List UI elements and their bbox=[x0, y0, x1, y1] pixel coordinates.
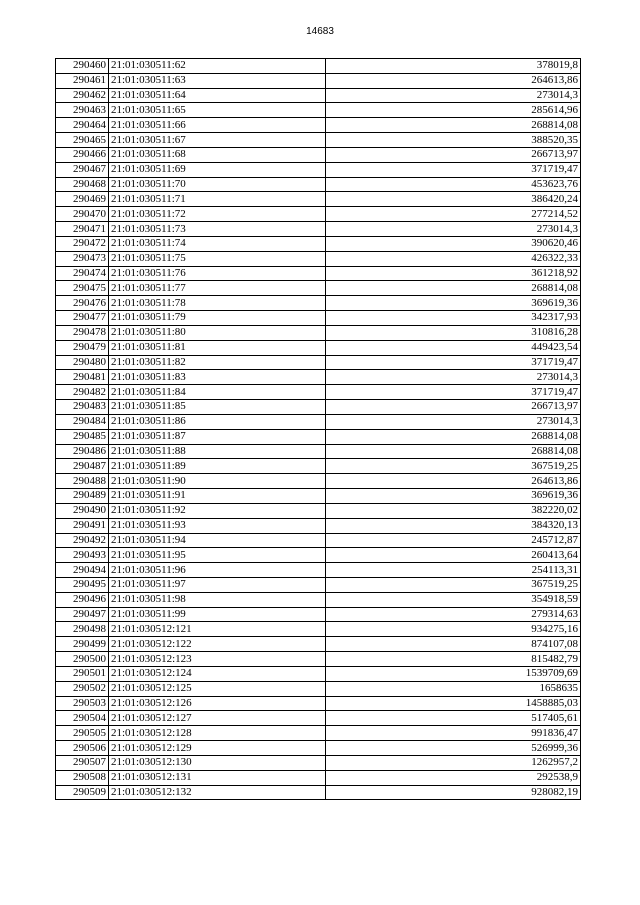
table-row bbox=[56, 147, 581, 162]
row-number-cell: 290479 bbox=[56, 340, 109, 355]
row-number-cell: 290491 bbox=[56, 518, 109, 533]
cadastral-number-cell: 21:01:030512:121 bbox=[109, 622, 326, 637]
cadastral-number-cell: 21:01:030511:86 bbox=[109, 414, 326, 429]
row-number-cell: 290460 bbox=[56, 59, 109, 74]
cadastral-value-cell: 369619,36 bbox=[326, 489, 581, 504]
row-number-cell: 290505 bbox=[56, 726, 109, 741]
table-row bbox=[56, 281, 581, 296]
row-number-cell: 290503 bbox=[56, 696, 109, 711]
cadastral-value-cell: 264613,86 bbox=[326, 474, 581, 489]
cadastral-value-cell: 1658635 bbox=[326, 681, 581, 696]
cadastral-value-cell: 268814,08 bbox=[326, 118, 581, 133]
cadastral-number-cell: 21:01:030511:97 bbox=[109, 577, 326, 592]
cadastral-number-cell: 21:01:030511:83 bbox=[109, 370, 326, 385]
cadastral-number-cell: 21:01:030511:72 bbox=[109, 207, 326, 222]
cadastral-value-cell: 342317,93 bbox=[326, 311, 581, 326]
cadastral-value-cell: 991836,47 bbox=[326, 726, 581, 741]
table-row bbox=[56, 711, 581, 726]
cadastral-number-cell: 21:01:030511:69 bbox=[109, 162, 326, 177]
cadastral-value-cell: 367519,25 bbox=[326, 459, 581, 474]
cadastral-value-cell: 268814,08 bbox=[326, 444, 581, 459]
row-number-cell: 290463 bbox=[56, 103, 109, 118]
row-number-cell: 290471 bbox=[56, 222, 109, 237]
row-number-cell: 290465 bbox=[56, 133, 109, 148]
row-number-cell: 290488 bbox=[56, 474, 109, 489]
table-row bbox=[56, 607, 581, 622]
cadastral-number-cell: 21:01:030512:124 bbox=[109, 666, 326, 681]
cadastral-value-cell: 426322,33 bbox=[326, 251, 581, 266]
table-row bbox=[56, 385, 581, 400]
cadastral-value-cell: 254113,31 bbox=[326, 563, 581, 578]
cadastral-value-cell: 382220,02 bbox=[326, 503, 581, 518]
cadastral-number-cell: 21:01:030512:132 bbox=[109, 785, 326, 800]
cadastral-number-cell: 21:01:030511:64 bbox=[109, 88, 326, 103]
table-row bbox=[56, 177, 581, 192]
cadastral-value-cell: 310816,28 bbox=[326, 325, 581, 340]
row-number-cell: 290500 bbox=[56, 652, 109, 667]
table-row bbox=[56, 577, 581, 592]
table-row bbox=[56, 755, 581, 770]
row-number-cell: 290483 bbox=[56, 400, 109, 415]
row-number-cell: 290507 bbox=[56, 755, 109, 770]
row-number-cell: 290475 bbox=[56, 281, 109, 296]
cadastral-number-cell: 21:01:030511:82 bbox=[109, 355, 326, 370]
cadastral-value-cell: 453623,76 bbox=[326, 177, 581, 192]
cadastral-number-cell: 21:01:030511:75 bbox=[109, 251, 326, 266]
table-row bbox=[56, 696, 581, 711]
cadastral-value-cell: 369619,36 bbox=[326, 296, 581, 311]
cadastral-number-cell: 21:01:030512:125 bbox=[109, 681, 326, 696]
table-row bbox=[56, 785, 581, 800]
cadastral-value-cell: 273014,3 bbox=[326, 88, 581, 103]
row-number-cell: 290498 bbox=[56, 622, 109, 637]
table-row bbox=[56, 355, 581, 370]
row-number-cell: 290478 bbox=[56, 325, 109, 340]
row-number-cell: 290508 bbox=[56, 770, 109, 785]
table-row bbox=[56, 207, 581, 222]
cadastral-value-cell: 815482,79 bbox=[326, 652, 581, 667]
cadastral-number-cell: 21:01:030511:77 bbox=[109, 281, 326, 296]
cadastral-value-cell: 260413,64 bbox=[326, 548, 581, 563]
table-row bbox=[56, 59, 581, 74]
cadastral-value-cell: 388520,35 bbox=[326, 133, 581, 148]
cadastral-number-cell: 21:01:030511:78 bbox=[109, 296, 326, 311]
cadastral-number-cell: 21:01:030511:65 bbox=[109, 103, 326, 118]
cadastral-number-cell: 21:01:030511:92 bbox=[109, 503, 326, 518]
cadastral-value-cell: 1539709,69 bbox=[326, 666, 581, 681]
row-number-cell: 290499 bbox=[56, 637, 109, 652]
cadastral-number-cell: 21:01:030511:70 bbox=[109, 177, 326, 192]
cadastral-number-cell: 21:01:030512:128 bbox=[109, 726, 326, 741]
cadastral-value-cell: 273014,3 bbox=[326, 370, 581, 385]
table-row bbox=[56, 563, 581, 578]
row-number-cell: 290493 bbox=[56, 548, 109, 563]
cadastral-value-cell: 273014,3 bbox=[326, 222, 581, 237]
cadastral-number-cell: 21:01:030512:131 bbox=[109, 770, 326, 785]
table-row bbox=[56, 133, 581, 148]
cadastral-number-cell: 21:01:030511:99 bbox=[109, 607, 326, 622]
table-row bbox=[56, 236, 581, 251]
row-number-cell: 290506 bbox=[56, 741, 109, 756]
row-number-cell: 290486 bbox=[56, 444, 109, 459]
cadastral-number-cell: 21:01:030511:98 bbox=[109, 592, 326, 607]
table-row bbox=[56, 370, 581, 385]
cadastral-number-cell: 21:01:030511:68 bbox=[109, 147, 326, 162]
cadastral-number-cell: 21:01:030511:79 bbox=[109, 311, 326, 326]
table-row bbox=[56, 311, 581, 326]
row-number-cell: 290462 bbox=[56, 88, 109, 103]
row-number-cell: 290474 bbox=[56, 266, 109, 281]
cadastral-value-cell: 934275,16 bbox=[326, 622, 581, 637]
cadastral-value-cell: 526999,36 bbox=[326, 741, 581, 756]
cadastral-number-cell: 21:01:030511:91 bbox=[109, 489, 326, 504]
cadastral-number-cell: 21:01:030511:89 bbox=[109, 459, 326, 474]
cadastral-number-cell: 21:01:030511:84 bbox=[109, 385, 326, 400]
table-row bbox=[56, 251, 581, 266]
row-number-cell: 290464 bbox=[56, 118, 109, 133]
table-row bbox=[56, 666, 581, 681]
row-number-cell: 290482 bbox=[56, 385, 109, 400]
row-number-cell: 290481 bbox=[56, 370, 109, 385]
row-number-cell: 290487 bbox=[56, 459, 109, 474]
cadastral-number-cell: 21:01:030511:80 bbox=[109, 325, 326, 340]
cadastral-value-cell: 268814,08 bbox=[326, 281, 581, 296]
cadastral-number-cell: 21:01:030511:85 bbox=[109, 400, 326, 415]
table-row bbox=[56, 741, 581, 756]
cadastral-number-cell: 21:01:030511:67 bbox=[109, 133, 326, 148]
row-number-cell: 290472 bbox=[56, 236, 109, 251]
table-row bbox=[56, 622, 581, 637]
row-number-cell: 290485 bbox=[56, 429, 109, 444]
cadastral-value-cell: 361218,92 bbox=[326, 266, 581, 281]
cadastral-number-cell: 21:01:030512:127 bbox=[109, 711, 326, 726]
table-row bbox=[56, 459, 581, 474]
cadastral-value-table bbox=[55, 58, 581, 800]
cadastral-number-cell: 21:01:030511:73 bbox=[109, 222, 326, 237]
table-row bbox=[56, 533, 581, 548]
row-number-cell: 290504 bbox=[56, 711, 109, 726]
cadastral-value-cell: 285614,96 bbox=[326, 103, 581, 118]
cadastral-value-cell: 279314,63 bbox=[326, 607, 581, 622]
cadastral-number-cell: 21:01:030511:74 bbox=[109, 236, 326, 251]
cadastral-number-cell: 21:01:030511:62 bbox=[109, 59, 326, 74]
table-row bbox=[56, 222, 581, 237]
page-number: 14683 bbox=[306, 26, 334, 37]
cadastral-value-cell: 449423,54 bbox=[326, 340, 581, 355]
row-number-cell: 290494 bbox=[56, 563, 109, 578]
cadastral-value-cell: 1262957,2 bbox=[326, 755, 581, 770]
row-number-cell: 290509 bbox=[56, 785, 109, 800]
cadastral-value-cell: 928082,19 bbox=[326, 785, 581, 800]
cadastral-value-cell: 378019,8 bbox=[326, 59, 581, 74]
table-row bbox=[56, 103, 581, 118]
row-number-cell: 290468 bbox=[56, 177, 109, 192]
table-row bbox=[56, 770, 581, 785]
cadastral-value-cell: 384320,13 bbox=[326, 518, 581, 533]
row-number-cell: 290480 bbox=[56, 355, 109, 370]
cadastral-number-cell: 21:01:030512:130 bbox=[109, 755, 326, 770]
table-row bbox=[56, 444, 581, 459]
row-number-cell: 290466 bbox=[56, 147, 109, 162]
cadastral-number-cell: 21:01:030512:122 bbox=[109, 637, 326, 652]
cadastral-value-cell: 371719,47 bbox=[326, 355, 581, 370]
table-row bbox=[56, 652, 581, 667]
row-number-cell: 290489 bbox=[56, 489, 109, 504]
cadastral-value-cell: 1458885,03 bbox=[326, 696, 581, 711]
cadastral-number-cell: 21:01:030512:129 bbox=[109, 741, 326, 756]
cadastral-value-cell: 277214,52 bbox=[326, 207, 581, 222]
cadastral-value-cell: 245712,87 bbox=[326, 533, 581, 548]
cadastral-number-cell: 21:01:030511:88 bbox=[109, 444, 326, 459]
table-row bbox=[56, 88, 581, 103]
row-number-cell: 290467 bbox=[56, 162, 109, 177]
table-row bbox=[56, 73, 581, 88]
cadastral-value-cell: 371719,47 bbox=[326, 162, 581, 177]
cadastral-value-cell: 266713,97 bbox=[326, 400, 581, 415]
cadastral-number-cell: 21:01:030511:90 bbox=[109, 474, 326, 489]
cadastral-value-cell: 264613,86 bbox=[326, 73, 581, 88]
table-row bbox=[56, 266, 581, 281]
table-row bbox=[56, 681, 581, 696]
table-row bbox=[56, 637, 581, 652]
table-row bbox=[56, 489, 581, 504]
cadastral-number-cell: 21:01:030512:123 bbox=[109, 652, 326, 667]
cadastral-number-cell: 21:01:030511:76 bbox=[109, 266, 326, 281]
cadastral-value-cell: 354918,59 bbox=[326, 592, 581, 607]
cadastral-number-cell: 21:01:030511:63 bbox=[109, 73, 326, 88]
table-row bbox=[56, 503, 581, 518]
table-row bbox=[56, 726, 581, 741]
row-number-cell: 290492 bbox=[56, 533, 109, 548]
table-body bbox=[56, 59, 581, 800]
table-row bbox=[56, 162, 581, 177]
row-number-cell: 290484 bbox=[56, 414, 109, 429]
table-row bbox=[56, 340, 581, 355]
row-number-cell: 290477 bbox=[56, 311, 109, 326]
cadastral-value-cell: 367519,25 bbox=[326, 577, 581, 592]
row-number-cell: 290496 bbox=[56, 592, 109, 607]
cadastral-value-cell: 371719,47 bbox=[326, 385, 581, 400]
cadastral-value-cell: 266713,97 bbox=[326, 147, 581, 162]
cadastral-number-cell: 21:01:030511:81 bbox=[109, 340, 326, 355]
cadastral-number-cell: 21:01:030511:87 bbox=[109, 429, 326, 444]
cadastral-number-cell: 21:01:030511:95 bbox=[109, 548, 326, 563]
row-number-cell: 290470 bbox=[56, 207, 109, 222]
table-row bbox=[56, 592, 581, 607]
cadastral-number-cell: 21:01:030511:66 bbox=[109, 118, 326, 133]
row-number-cell: 290497 bbox=[56, 607, 109, 622]
row-number-cell: 290461 bbox=[56, 73, 109, 88]
table-row bbox=[56, 192, 581, 207]
cadastral-value-cell: 517405,61 bbox=[326, 711, 581, 726]
row-number-cell: 290502 bbox=[56, 681, 109, 696]
cadastral-value-cell: 292538,9 bbox=[326, 770, 581, 785]
cadastral-value-cell: 268814,08 bbox=[326, 429, 581, 444]
cadastral-number-cell: 21:01:030511:96 bbox=[109, 563, 326, 578]
table-row bbox=[56, 548, 581, 563]
cadastral-number-cell: 21:01:030511:71 bbox=[109, 192, 326, 207]
cadastral-value-cell: 386420,24 bbox=[326, 192, 581, 207]
table-row bbox=[56, 118, 581, 133]
row-number-cell: 290495 bbox=[56, 577, 109, 592]
row-number-cell: 290469 bbox=[56, 192, 109, 207]
cadastral-number-cell: 21:01:030511:94 bbox=[109, 533, 326, 548]
cadastral-number-cell: 21:01:030511:93 bbox=[109, 518, 326, 533]
table-row bbox=[56, 518, 581, 533]
table-row bbox=[56, 429, 581, 444]
table-row bbox=[56, 325, 581, 340]
row-number-cell: 290476 bbox=[56, 296, 109, 311]
cadastral-value-cell: 874107,08 bbox=[326, 637, 581, 652]
cadastral-number-cell: 21:01:030512:126 bbox=[109, 696, 326, 711]
cadastral-value-cell: 273014,3 bbox=[326, 414, 581, 429]
table-row bbox=[56, 414, 581, 429]
row-number-cell: 290490 bbox=[56, 503, 109, 518]
table-row bbox=[56, 296, 581, 311]
cadastral-value-cell: 390620,46 bbox=[326, 236, 581, 251]
table-row bbox=[56, 400, 581, 415]
row-number-cell: 290473 bbox=[56, 251, 109, 266]
table-row bbox=[56, 474, 581, 489]
row-number-cell: 290501 bbox=[56, 666, 109, 681]
